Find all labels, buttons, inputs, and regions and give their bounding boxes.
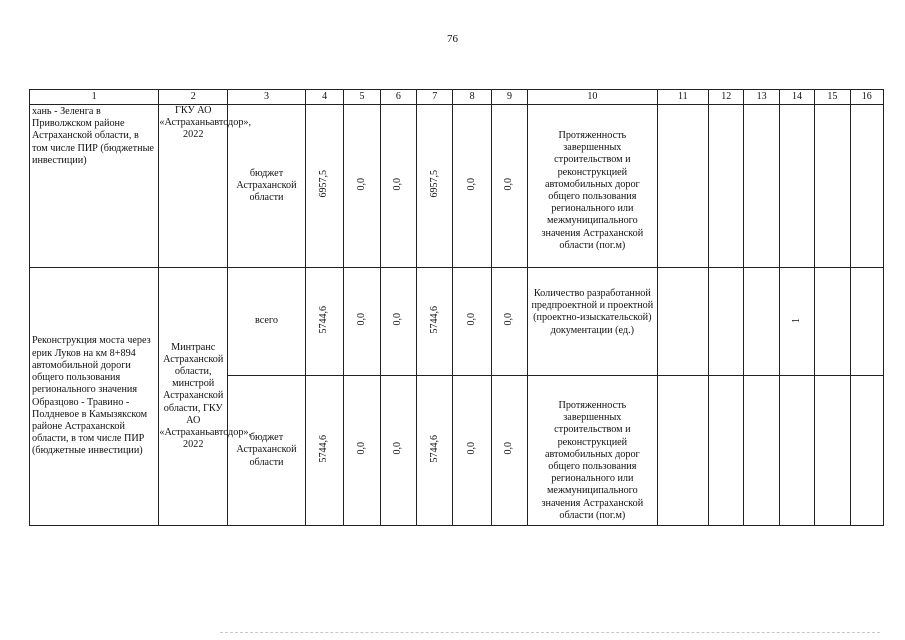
header-cell: 6 <box>380 90 416 105</box>
header-cell: 9 <box>491 90 527 105</box>
header-cell: 10 <box>528 90 657 105</box>
empty-cell <box>850 105 884 268</box>
header-cell: 5 <box>344 90 380 105</box>
empty-cell <box>850 268 884 376</box>
empty-cell <box>779 105 814 268</box>
indicator-cell: Протяженность завершенных строительством и реконструкцией автомобильных дорог общего пользования регионального или межмуниципального значения Астраханской области (пог.м) <box>528 376 657 526</box>
funding-source-cell: бюджет Астраханской области <box>228 105 306 268</box>
value-cell: 0,0 <box>344 268 380 376</box>
value-cell: 0,0 <box>491 376 527 526</box>
value-cell: 0,0 <box>380 105 416 268</box>
value-cell: 5744,6 <box>417 376 453 526</box>
table-row <box>30 105 884 268</box>
value-cell: 0,0 <box>380 268 416 376</box>
empty-cell <box>744 376 779 526</box>
empty-cell <box>779 376 814 526</box>
empty-cell <box>815 376 850 526</box>
empty-cell <box>657 376 709 526</box>
value-cell: 0,0 <box>491 268 527 376</box>
empty-cell <box>744 268 779 376</box>
value-cell: 0,0 <box>491 105 527 268</box>
target-value-cell: 1 <box>779 268 814 376</box>
object-name-cell: Реконструкция моста через ерик Луков на км 8+894 автомобильной дороги общего пользования регионального значения Образцово - Травино - Полдневое в Камызякском районе Астраханской области, в том числе ПИР (бюджетные инвестиции) <box>30 268 159 526</box>
empty-cell <box>850 376 884 526</box>
object-name-cell: хань - Зеленга в Приволжском районе Астраханской области, в том числе ПИР (бюджетные инвестиции) <box>30 105 159 268</box>
executor-cell: ГКУ АО «Астраханьавтодор», 2022 <box>159 105 228 268</box>
header-cell: 8 <box>453 90 491 105</box>
value-cell: 0,0 <box>453 268 491 376</box>
value-cell: 0,0 <box>344 105 380 268</box>
value-cell: 5744,6 <box>417 268 453 376</box>
value-cell: 0,0 <box>453 376 491 526</box>
executor-cell: Минтранс Астраханской области, минстрой Астраханской области, ГКУ АО «Астраханьавтодор», 2022 <box>159 268 228 526</box>
empty-cell <box>815 268 850 376</box>
empty-cell <box>744 105 779 268</box>
funding-source-cell: всего <box>228 268 306 376</box>
funding-source-cell: бюджет Астраханской области <box>228 376 306 526</box>
header-cell: 3 <box>228 90 306 105</box>
value-cell: 0,0 <box>344 376 380 526</box>
empty-cell <box>709 268 744 376</box>
indicator-cell: Протяженность завершенных строительством и реконструкцией автомобильных дорог общего пользования регионального или межмуниципального значения Астраханской области (пог.м) <box>528 105 657 268</box>
header-cell: 14 <box>779 90 814 105</box>
value-cell: 5744,6 <box>305 268 343 376</box>
header-cell: 2 <box>159 90 228 105</box>
empty-cell <box>657 268 709 376</box>
header-cell: 11 <box>657 90 709 105</box>
value-cell: 5744,6 <box>305 376 343 526</box>
page-number: 76 <box>447 33 458 45</box>
header-cell: 15 <box>815 90 850 105</box>
header-cell: 12 <box>709 90 744 105</box>
header-cell: 1 <box>30 90 159 105</box>
indicator-cell: Количество разработанной предпроектной и проектной (проектно-изыскательской) документации (ед.) <box>528 268 657 376</box>
header-cell: 4 <box>305 90 343 105</box>
header-cell: 13 <box>744 90 779 105</box>
header-cell: 16 <box>850 90 884 105</box>
empty-cell <box>657 105 709 268</box>
table-row <box>30 268 884 376</box>
program-table <box>29 89 884 526</box>
value-cell: 0,0 <box>380 376 416 526</box>
header-row <box>30 90 884 105</box>
header-cell: 7 <box>417 90 453 105</box>
value-cell: 6957,5 <box>305 105 343 268</box>
value-cell: 0,0 <box>453 105 491 268</box>
empty-cell <box>709 376 744 526</box>
empty-cell <box>815 105 850 268</box>
empty-cell <box>709 105 744 268</box>
value-cell: 6957,5 <box>417 105 453 268</box>
scan-artifact-line <box>220 632 880 635</box>
